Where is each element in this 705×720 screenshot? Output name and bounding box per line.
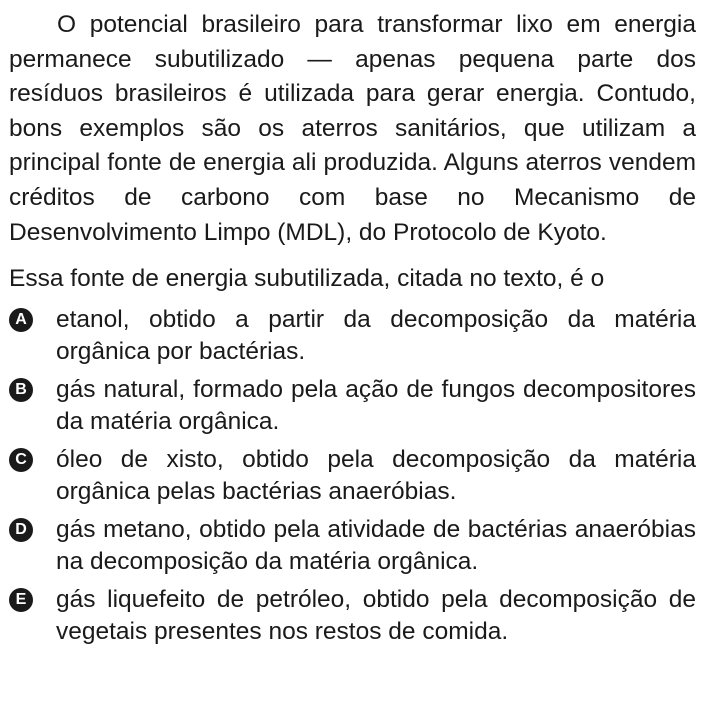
option-d-letter-badge: D	[9, 518, 33, 542]
option-e-text: gás liquefeito de petróleo, obtido pela decomposição de vegetais presentes nos restos de comida.	[56, 585, 696, 646]
option-b-text: gás natural, formado pela ação de fungos decompositores da matéria orgânica.	[56, 375, 696, 436]
passage-text: O potencial brasileiro para transformar lixo em energia permanece subutilizado — apenas pequena parte dos resíduos brasileiros é utilizada para gerar energia. Contudo, bons exemplos são os aterros sanitários, que utilizam a principal fonte de energia ali produzida. Alguns aterros vendem créditos de carbono com base no Mecanismo de Desenvolvimento Limpo (MDL), do Protocolo de Kyoto.	[9, 11, 696, 246]
option-c-letter-badge: C	[9, 448, 33, 472]
question-stem: Essa fonte de energia subutilizada, citada no texto, é o	[9, 265, 605, 293]
option-d-text: gás metano, obtido pela atividade de bactérias anaeróbias na decomposição da matéria orgânica.	[56, 515, 696, 576]
option-b-letter-badge: B	[9, 378, 33, 402]
option-a[interactable]	[9, 304, 696, 369]
answer-options	[9, 304, 696, 649]
option-e[interactable]	[9, 584, 696, 649]
option-a-letter-badge: A	[9, 308, 33, 332]
option-a-text: etanol, obtido a partir da decomposição da matéria orgânica por bactérias.	[56, 305, 696, 366]
option-c-text: óleo de xisto, obtido pela decomposição da matéria orgânica pelas bactérias anaeróbias.	[56, 445, 696, 506]
option-e-letter-badge: E	[9, 588, 33, 612]
option-d[interactable]	[9, 514, 696, 579]
option-c[interactable]	[9, 444, 696, 509]
option-b[interactable]	[9, 374, 696, 439]
